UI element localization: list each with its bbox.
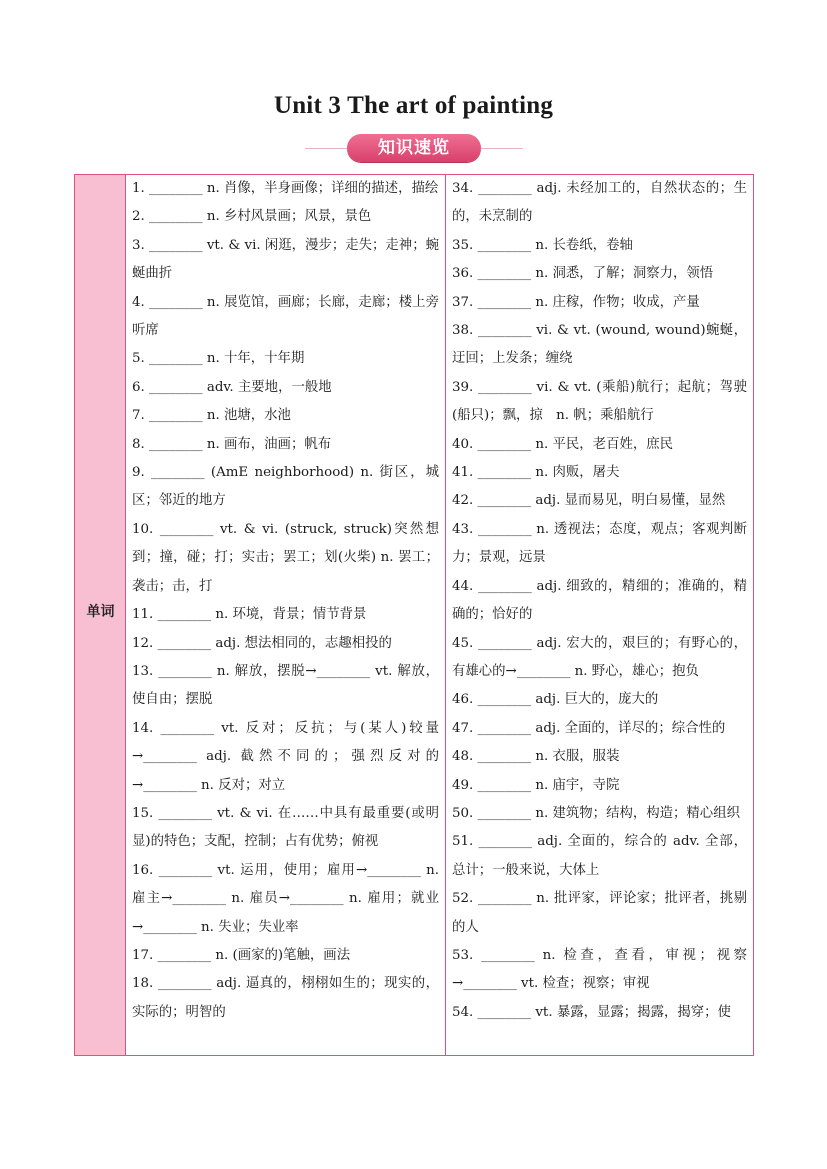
- section-banner: [0, 134, 827, 164]
- vocab-entry: 11. ________ n. 环境，背景；情节背景: [132, 607, 367, 623]
- vocab-entry: 16. ________ vt. 运用，使用；雇用→________ n. 雇主→________ n. 雇员→________ n. 雇用；就业→________ n. 失业；失业率: [132, 862, 439, 935]
- vocab-entry: 44. ________ adj. 细致的，精细的；准确的，精确的；恰好的: [452, 578, 747, 623]
- vocab-entry: 40. ________ n. 平民，老百姓，庶民: [452, 436, 674, 452]
- vocab-entry: 35. ________ n. 长卷纸，卷轴: [452, 237, 633, 253]
- section-label: 单词: [86, 604, 115, 620]
- vocab-entry: 37. ________ n. 庄稼，作物；收成，产量: [452, 294, 700, 310]
- vocab-entry: 34. ________ adj. 未经加工的，自然状态的；生的，未烹制的: [452, 181, 747, 225]
- vocab-entry: 51. ________ adj. 全面的，综合的 adv. 全部，总计；一般来说，大体上: [452, 834, 747, 878]
- vocab-entry: 4. ________ n. 展览馆，画廊；长廊，走廊；楼上旁听席: [132, 294, 439, 339]
- vocab-entry: 50. ________ n. 建筑物；结构，构造；精心组织: [452, 805, 740, 821]
- vocab-entry: 18. ________ adj. 逼真的，栩栩如生的；现实的，实际的；明智的: [132, 976, 439, 1020]
- vocab-entry: 12. ________ adj. 想法相同的，志趣相投的: [132, 635, 392, 651]
- vocab-entry: 9. ________ (AmE neighborhood) n. 街区，城区；邻近的地方: [132, 465, 439, 509]
- vocab-entry: 1. ________ n. 肖像，半身画像；详细的描述，描绘: [132, 181, 439, 196]
- vocab-entry: 5. ________ n. 十年，十年期: [132, 351, 305, 367]
- banner-label: 知识速览: [347, 134, 481, 162]
- vocab-entry: 53. ________ n. 检查，查看，审视；视察→________ vt. 检查；视察；审视: [452, 947, 747, 992]
- vocab-entry: 43. ________ n. 透视法；态度，观点；客观判断力；景观，远景: [452, 521, 747, 566]
- vocab-entry: 41. ________ n. 肉贩，屠夫: [452, 465, 620, 481]
- vocabulary-table: [74, 174, 754, 1056]
- vocab-entry: 13. ________ n. 解放，摆脱→________ vt. 解放，使自由；摆脱: [132, 663, 439, 708]
- vocab-entry: 46. ________ adj. 巨大的，庞大的: [452, 692, 659, 708]
- left-entry-list: [126, 175, 445, 1027]
- vocab-entry: 48. ________ n. 衣服，服装: [452, 749, 620, 765]
- right-column: [446, 175, 753, 1055]
- vocab-entry: 38. ________ vi. & vt. (wound, wound)蜿蜒，迂回；上发条；缠绕: [452, 323, 747, 367]
- left-column: [126, 175, 446, 1055]
- right-entry-list: [446, 175, 753, 1027]
- vocab-entry: 42. ________ adj. 显而易见，明白易懂，显然: [452, 493, 726, 509]
- vocab-entry: 36. ________ n. 洞悉，了解；洞察力，领悟: [452, 266, 714, 282]
- vocab-entry: 8. ________ n. 画布，油画；帆布: [132, 436, 332, 452]
- vocab-entry: 49. ________ n. 庙宇，寺院: [452, 777, 620, 793]
- vocab-entry: 7. ________ n. 池塘，水池: [132, 408, 291, 424]
- vocab-entry: 14. ________ vt. 反对；反抗；与(某人)较量→________ adj. 截然不同的；强烈反对的→________ n. 反对；对立: [132, 720, 439, 793]
- vocab-entry: 39. ________ vi. & vt. (乘船)航行；起航；驾驶(船只)；飘，掠 n. 帆；乘船航行: [452, 379, 747, 424]
- vocab-entry: 52. ________ n. 批评家，评论家；批评者，挑剔的人: [452, 891, 747, 935]
- banner-divider-left: [305, 148, 347, 149]
- vocab-entry: 3. ________ vt. & vi. 闲逛，漫步；走失；走神；蜿蜒曲折: [132, 237, 439, 282]
- vocab-entry: 6. ________ adv. 主要地，一般地: [132, 379, 332, 395]
- vocab-entry: 2. ________ n. 乡村风景画；风景，景色: [132, 209, 372, 225]
- vocab-entry: 17. ________ n. (画家的)笔触，画法: [132, 947, 351, 963]
- vocab-entry: 54. ________ vt. 暴露，显露；揭露，揭穿；使: [452, 1004, 731, 1020]
- page-title: Unit 3 The art of painting: [273, 92, 554, 119]
- vocab-entry: 47. ________ adj. 全面的，详尽的；综合性的: [452, 720, 726, 736]
- vocab-entry: 45. ________ adj. 宏大的，艰巨的；有野心的，有雄心的→________ n. 野心，雄心；抱负: [452, 635, 747, 679]
- vocab-entry: 15. ________ vt. & vi. 在……中具有最重要(或明显)的特色；支配，控制；占有优势；俯视: [132, 805, 439, 850]
- banner-divider-right: [481, 148, 523, 149]
- vocab-entry: 10. ________ vt. & vi. (struck, struck)突然想到；撞，碰；打；实击；罢工；划(火柴) n. 罢工；袭击；击，打: [132, 521, 439, 594]
- section-column: [75, 175, 126, 1055]
